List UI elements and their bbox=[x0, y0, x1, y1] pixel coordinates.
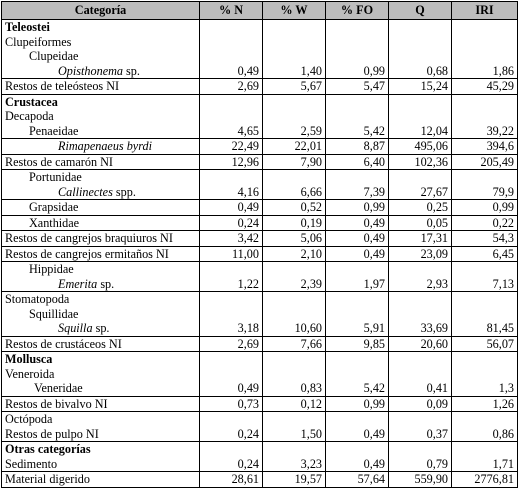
category-label bbox=[5, 457, 194, 472]
q-value: 495,06 bbox=[389, 139, 452, 155]
category-text: Mollusca bbox=[5, 352, 53, 366]
species-name: Opisthonema bbox=[58, 63, 123, 78]
category-cell bbox=[2, 200, 200, 216]
pct-fo-value: 5,91 bbox=[326, 292, 389, 337]
pct-fo-value: 5,42 bbox=[326, 94, 389, 139]
category-cell bbox=[2, 94, 200, 139]
category-label bbox=[5, 427, 194, 442]
column-header-q: Q bbox=[389, 2, 452, 20]
pct-n-value: 0,24 bbox=[200, 442, 263, 472]
table-row bbox=[2, 79, 518, 95]
q-value: 0,09 bbox=[389, 396, 452, 412]
pct-w-value: 0,12 bbox=[263, 396, 326, 412]
q-value: 0,37 bbox=[389, 412, 452, 442]
pct-fo-value: 0,49 bbox=[326, 231, 389, 247]
category-label bbox=[5, 231, 194, 246]
category-text: Penaeidae bbox=[29, 123, 79, 138]
pct-n-value: 0,24 bbox=[200, 215, 263, 231]
pct-fo-value: 9,85 bbox=[326, 336, 389, 352]
category-label bbox=[5, 155, 194, 170]
category-label bbox=[5, 321, 194, 336]
table-row bbox=[2, 154, 518, 170]
q-value: 0,41 bbox=[389, 352, 452, 397]
pct-fo-value: 0,49 bbox=[326, 442, 389, 472]
pct-w-value: 5,06 bbox=[263, 231, 326, 247]
category-cell bbox=[2, 79, 200, 95]
pct-fo-value: 5,47 bbox=[326, 79, 389, 95]
pct-fo-value: 0,99 bbox=[326, 396, 389, 412]
pct-w-value: 6,66 bbox=[263, 170, 326, 200]
q-value: 12,04 bbox=[389, 94, 452, 139]
category-label bbox=[5, 216, 194, 231]
table-row bbox=[2, 352, 518, 397]
column-header-categoria: Categoría bbox=[2, 2, 200, 20]
q-value: 15,24 bbox=[389, 79, 452, 95]
table-row bbox=[2, 442, 518, 472]
category-text: Octópoda bbox=[5, 412, 53, 426]
category-cell bbox=[2, 442, 200, 472]
table-row bbox=[2, 94, 518, 139]
table-row bbox=[2, 412, 518, 442]
q-value: 0,68 bbox=[389, 20, 452, 79]
iri-value: 56,07 bbox=[452, 336, 518, 352]
species-suffix: sp. bbox=[123, 63, 140, 78]
iri-value: 0,86 bbox=[452, 412, 518, 442]
pct-n-value: 28,61 bbox=[200, 472, 263, 488]
iri-value: 205,49 bbox=[452, 154, 518, 170]
q-value: 0,79 bbox=[389, 442, 452, 472]
pct-w-value: 0,19 bbox=[263, 215, 326, 231]
iri-value: 39,22 bbox=[452, 94, 518, 139]
category-cell bbox=[2, 396, 200, 412]
category-label bbox=[5, 185, 194, 200]
pct-n-value: 2,69 bbox=[200, 79, 263, 95]
category-text: Restos de camarón NI bbox=[5, 154, 113, 169]
category-text: Otras categorías bbox=[5, 442, 91, 456]
category-cell bbox=[2, 139, 200, 155]
iri-value: 1,26 bbox=[452, 396, 518, 412]
category-cell bbox=[2, 20, 200, 79]
pct-n-value: 12,96 bbox=[200, 154, 263, 170]
pct-n-value: 4,65 bbox=[200, 94, 263, 139]
category-cell bbox=[2, 231, 200, 247]
iri-value: 6,45 bbox=[452, 246, 518, 262]
pct-w-value: 1,40 bbox=[263, 20, 326, 79]
category-label bbox=[5, 200, 194, 215]
iri-value: 54,3 bbox=[452, 231, 518, 247]
category-cell bbox=[2, 292, 200, 337]
iri-value: 1,3 bbox=[452, 352, 518, 397]
category-text: Clupeiformes bbox=[5, 34, 72, 49]
table-row bbox=[2, 215, 518, 231]
pct-n-value: 3,18 bbox=[200, 292, 263, 337]
pct-fo-value: 0,99 bbox=[326, 200, 389, 216]
category-text: Restos de pulpo NI bbox=[5, 426, 99, 441]
category-label bbox=[5, 381, 194, 396]
pct-fo-value: 57,64 bbox=[326, 472, 389, 488]
taxon-group-heading bbox=[5, 352, 194, 367]
category-label bbox=[5, 170, 194, 185]
q-value: 0,05 bbox=[389, 215, 452, 231]
category-text: Stomatopoda bbox=[5, 292, 70, 306]
category-cell bbox=[2, 262, 200, 292]
q-value: 23,09 bbox=[389, 246, 452, 262]
pct-w-value: 22,01 bbox=[263, 139, 326, 155]
pct-w-value: 10,60 bbox=[263, 292, 326, 337]
pct-fo-value: 5,42 bbox=[326, 352, 389, 397]
q-value: 33,69 bbox=[389, 292, 452, 337]
category-text: Xanthidae bbox=[29, 215, 80, 230]
column-header-iri: IRI bbox=[452, 2, 518, 20]
pct-n-value: 0,49 bbox=[200, 20, 263, 79]
species-name: Squilla bbox=[58, 321, 93, 335]
category-label bbox=[5, 292, 194, 307]
table-row bbox=[2, 292, 518, 337]
species-suffix: sp. bbox=[92, 321, 110, 335]
category-label bbox=[5, 109, 194, 124]
category-label bbox=[5, 337, 194, 352]
category-text: Portunidae bbox=[29, 170, 82, 184]
category-text: Restos de crustáceos NI bbox=[5, 336, 122, 351]
iri-value: 1,86 bbox=[452, 20, 518, 79]
category-text: Decapoda bbox=[5, 109, 54, 123]
category-cell bbox=[2, 170, 200, 200]
pct-n-value: 0,24 bbox=[200, 412, 263, 442]
iri-value: 394,6 bbox=[452, 139, 518, 155]
category-label bbox=[5, 124, 194, 139]
species-suffix: spp. bbox=[112, 184, 136, 199]
table-row bbox=[2, 170, 518, 200]
iri-value: 1,71 bbox=[452, 442, 518, 472]
category-label bbox=[5, 64, 194, 79]
pct-n-value: 2,69 bbox=[200, 336, 263, 352]
category-text: Hippidae bbox=[29, 262, 74, 276]
pct-fo-value: 1,97 bbox=[326, 262, 389, 292]
pct-w-value: 19,57 bbox=[263, 472, 326, 488]
q-value: 0,25 bbox=[389, 200, 452, 216]
category-text: Restos de teleósteos NI bbox=[5, 79, 120, 93]
category-label bbox=[5, 247, 194, 262]
pct-n-value: 3,42 bbox=[200, 231, 263, 247]
category-cell bbox=[2, 336, 200, 352]
pct-fo-value: 7,39 bbox=[326, 170, 389, 200]
pct-w-value: 0,83 bbox=[263, 352, 326, 397]
category-label bbox=[5, 472, 194, 487]
table-row bbox=[2, 472, 518, 488]
category-text: Squillidae bbox=[29, 306, 79, 321]
category-text: Restos de cangrejos ermitaños NI bbox=[5, 246, 169, 261]
pct-n-value: 11,00 bbox=[200, 246, 263, 262]
category-text: Grapsidae bbox=[29, 200, 79, 214]
pct-fo-value: 0,49 bbox=[326, 246, 389, 262]
iri-value: 0,22 bbox=[452, 215, 518, 231]
iri-value: 7,13 bbox=[452, 262, 518, 292]
pct-w-value: 7,90 bbox=[263, 154, 326, 170]
q-value: 27,67 bbox=[389, 170, 452, 200]
table-row bbox=[2, 139, 518, 155]
q-value: 102,36 bbox=[389, 154, 452, 170]
category-text: Veneroida bbox=[5, 366, 55, 381]
category-label bbox=[5, 412, 194, 427]
pct-n-value: 0,49 bbox=[200, 352, 263, 397]
category-cell bbox=[2, 215, 200, 231]
category-cell bbox=[2, 412, 200, 442]
q-value: 559,90 bbox=[389, 472, 452, 488]
category-label bbox=[5, 307, 194, 322]
category-label bbox=[5, 367, 194, 382]
iri-value: 45,29 bbox=[452, 79, 518, 95]
pct-n-value: 22,49 bbox=[200, 139, 263, 155]
category-label bbox=[5, 262, 194, 277]
iri-value: 0,99 bbox=[452, 200, 518, 216]
pct-w-value: 3,23 bbox=[263, 442, 326, 472]
table-row bbox=[2, 246, 518, 262]
iri-value: 81,45 bbox=[452, 292, 518, 337]
table-row bbox=[2, 231, 518, 247]
species-name: Callinectes bbox=[58, 184, 113, 199]
category-text: Material digerido bbox=[5, 472, 90, 486]
table-row bbox=[2, 20, 518, 79]
q-value: 2,93 bbox=[389, 262, 452, 292]
pct-w-value: 2,10 bbox=[263, 246, 326, 262]
table-row bbox=[2, 396, 518, 412]
pct-n-value: 1,22 bbox=[200, 262, 263, 292]
category-text: Veneridae bbox=[34, 381, 83, 395]
pct-w-value: 7,66 bbox=[263, 336, 326, 352]
category-cell bbox=[2, 472, 200, 488]
table-row bbox=[2, 200, 518, 216]
pct-fo-value: 0,49 bbox=[326, 215, 389, 231]
category-label bbox=[5, 49, 194, 64]
pct-w-value: 2,59 bbox=[263, 94, 326, 139]
table-header-row bbox=[2, 2, 518, 20]
category-cell bbox=[2, 154, 200, 170]
pct-w-value: 0,52 bbox=[263, 200, 326, 216]
table-body bbox=[2, 20, 518, 488]
category-text: Teleostei bbox=[5, 20, 50, 34]
diet-composition-table bbox=[1, 1, 518, 488]
category-cell bbox=[2, 352, 200, 397]
column-header-pct-n: % N bbox=[200, 2, 263, 20]
category-text: Clupeidae bbox=[29, 49, 79, 63]
category-label bbox=[5, 397, 194, 412]
category-text: Crustacea bbox=[5, 94, 58, 109]
pct-fo-value: 0,49 bbox=[326, 412, 389, 442]
category-label bbox=[5, 139, 194, 154]
taxon-group-heading bbox=[5, 95, 194, 110]
iri-value: 79,9 bbox=[452, 170, 518, 200]
taxon-group-heading bbox=[5, 442, 194, 457]
pct-n-value: 0,49 bbox=[200, 200, 263, 216]
category-text: Restos de bivalvo NI bbox=[5, 396, 108, 411]
taxon-group-heading bbox=[5, 20, 194, 35]
pct-n-value: 0,73 bbox=[200, 396, 263, 412]
table-row bbox=[2, 336, 518, 352]
species-suffix: sp. bbox=[97, 276, 115, 291]
table-row bbox=[2, 262, 518, 292]
pct-fo-value: 8,87 bbox=[326, 139, 389, 155]
q-value: 17,31 bbox=[389, 231, 452, 247]
pct-fo-value: 6,40 bbox=[326, 154, 389, 170]
pct-n-value: 4,16 bbox=[200, 170, 263, 200]
pct-w-value: 5,67 bbox=[263, 79, 326, 95]
column-header-pct-fo: % FO bbox=[326, 2, 389, 20]
q-value: 20,60 bbox=[389, 336, 452, 352]
category-label bbox=[5, 35, 194, 50]
category-label bbox=[5, 79, 194, 94]
species-name: Emerita bbox=[58, 276, 98, 291]
column-header-pct-w: % W bbox=[263, 2, 326, 20]
pct-fo-value: 0,99 bbox=[326, 20, 389, 79]
pct-w-value: 2,39 bbox=[263, 262, 326, 292]
pct-w-value: 1,50 bbox=[263, 412, 326, 442]
category-text: Sedimento bbox=[5, 456, 58, 471]
species-name: Rimapenaeus byrdi bbox=[58, 139, 152, 153]
category-text: Restos de cangrejos braquiuros NI bbox=[5, 231, 173, 245]
category-label bbox=[5, 277, 194, 292]
category-cell bbox=[2, 246, 200, 262]
iri-value: 2776,81 bbox=[452, 472, 518, 488]
